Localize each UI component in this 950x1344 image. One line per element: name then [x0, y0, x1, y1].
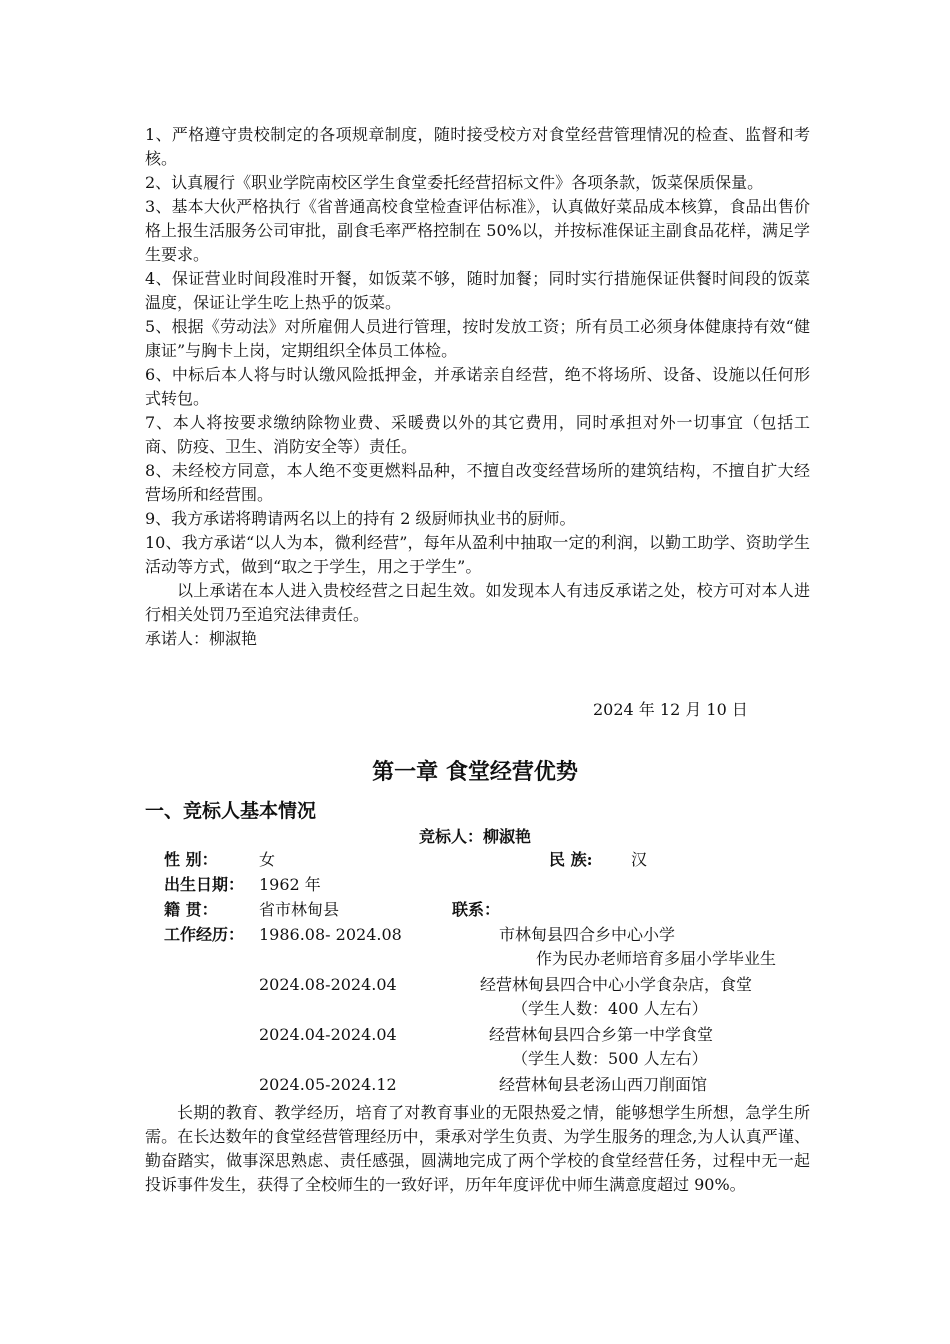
commitment-item: 5、根据《劳动法》对所雇佣人员进行管理，按时发放工资；所有员工必须身体健康持有效“健康证”与胸卡上岗，定期组织全体员工体检。 — [145, 317, 810, 360]
birth-value: 1962 年 — [259, 875, 321, 894]
birth-label: 出生日期： — [164, 875, 245, 894]
ethnicity-label: 民 族: — [549, 850, 593, 869]
commitment-item: 2、认真履行《职业学院南校区学生食堂委托经营招标文件》各项条款，饭菜保质保量。 — [145, 173, 764, 192]
commitment-item: 10、我方承诺“以人为本，微利经营”，每年从盈利中抽取一定的利润，以勤工助学、资助学生活动等方式，做到“取之于学生，用之于学生”。 — [145, 533, 810, 576]
native-value: 省市林甸县 — [259, 900, 340, 919]
commitment-item: 3、基本大伙严格执行《省普通高校食堂检查评估标准》，认真做好菜品成本核算，食品出售价格上报生活服务公司审批，副食毛率严格控制在 50%以，并按标准保证主副食品花样，满足学生要求。 — [145, 197, 810, 264]
work-desc-2: （学生人数：500 人左右） — [512, 1049, 708, 1068]
work-period: 2024.05-2024.12 — [259, 1075, 397, 1094]
chapter-title: 第一章 食堂经营优势 — [372, 760, 578, 785]
gender-label: 性 别： — [164, 850, 218, 869]
commitment-item: 4、保证营业时间段准时开餐，如饭菜不够，随时加餐；同时实行措施保证供餐时间段的饭菜温度，保证让学生吃上热乎的饭菜。 — [145, 269, 810, 312]
work-period: 2024.04-2024.04 — [259, 1025, 397, 1044]
work-desc: 经营林甸县四合中心小学食杂店，食堂 — [480, 975, 753, 994]
work-desc: 市林甸县四合乡中心小学 — [499, 925, 676, 944]
commitments-block — [145, 123, 810, 651]
ethnicity-value: 汉 — [631, 850, 648, 869]
work-desc: 经营林甸县老汤山西刀削面馆 — [499, 1075, 708, 1094]
contact-label: 联系： — [452, 900, 501, 919]
commitment-item: 6、中标后本人将与时认缴风险抵押金，并承诺亲自经营，绝不将场所、设备、设施以任何形式转包。 — [145, 365, 810, 408]
section-title: 一、竞标人基本情况 — [145, 800, 317, 822]
effective-statement: 以上承诺在本人进入贵校经营之日起生效。如发现本人有违反承诺之处，校方可对本人进行相关处罚乃至追究法律责任。 — [145, 581, 810, 624]
work-label: 工作经历： — [164, 925, 245, 944]
closing-block — [145, 1101, 810, 1197]
work-period: 2024.08-2024.04 — [259, 975, 397, 994]
native-label: 籍 贯： — [164, 900, 218, 919]
work-desc: 经营林甸县四合乡第一中学食堂 — [489, 1025, 714, 1044]
commitment-item: 9、我方承诺将聘请两名以上的持有 2 级厨师执业书的厨师。 — [145, 509, 576, 528]
gender-value: 女 — [259, 850, 276, 869]
closing-paragraph: 长期的教育、教学经历，培育了对教育事业的无限热爱之情，能够想学生所想，急学生所需。在长达数年的食堂经营管理经历中，秉承对学生负责、为学生服务的理念,为人认真严谨、勤奋踏实，做事深思熟虑、责任感强，圆满地完成了两个学校的食堂经营任务，过程中无一起投诉事件发生，获得了全校师生的一致好评，历年年度评优中师生满意度超过 90%。 — [145, 1103, 810, 1194]
work-desc-2: （学生人数：400 人左右） — [512, 999, 708, 1018]
commitment-item: 8、未经校方同意，本人绝不变更燃料品种，不擅自改变经营场所的建筑结构，不擅自扩大经营场所和经营围。 — [145, 461, 810, 504]
work-period: 1986.08- 2024.08 — [259, 925, 402, 944]
bidder-line: 竞标人：柳淑艳 — [418, 827, 531, 846]
signer-line: 承诺人：柳淑艳 — [145, 629, 258, 648]
work-desc-2: 作为民办老师培育多届小学毕业生 — [536, 949, 777, 968]
signature-date: 2024 年 12 月 10 日 — [593, 700, 748, 719]
commitment-item: 7、本人将按要求缴纳除物业费、采暖费以外的其它费用，同时承担对外一切事宜（包括工商、防疫、卫生、消防安全等）责任。 — [145, 413, 810, 456]
commitment-item: 1、严格遵守贵校制定的各项规章制度，随时接受校方对食堂经营管理情况的检查、监督和考核。 — [145, 125, 810, 168]
